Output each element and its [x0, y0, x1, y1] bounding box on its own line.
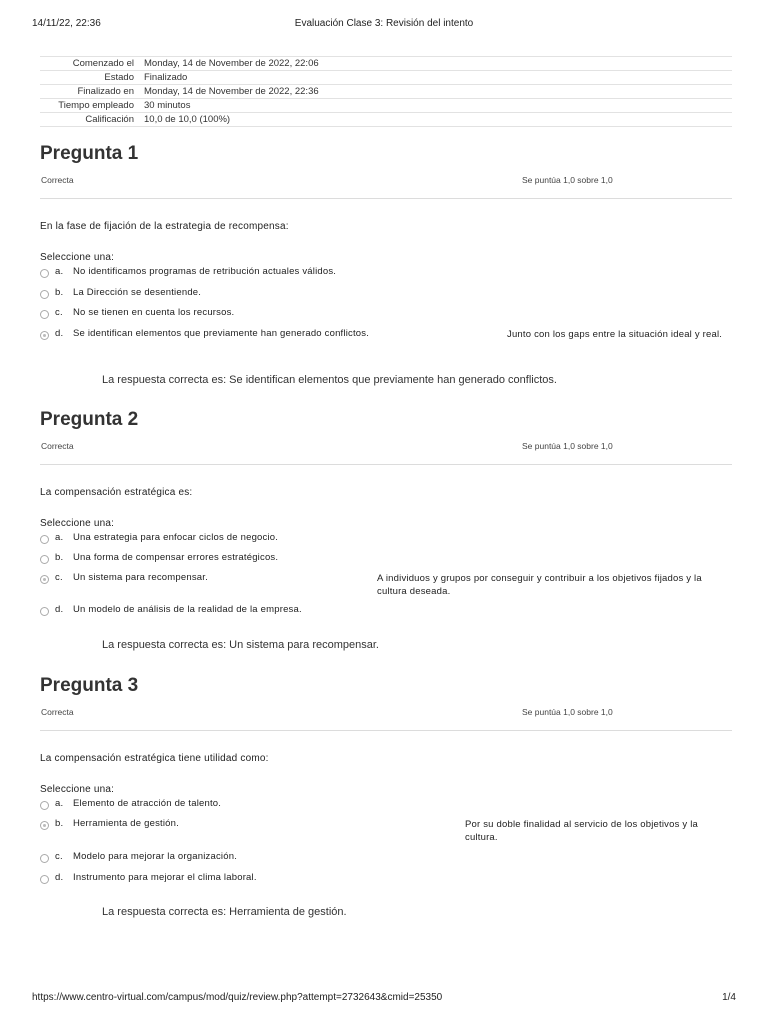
print-header	[32, 18, 728, 32]
answer-list	[40, 266, 732, 356]
summary-label: Tiempo empleado	[40, 99, 140, 113]
radio-button[interactable]	[40, 555, 49, 564]
answer-letter: a.	[55, 532, 64, 543]
question-text: La compensación estratégica tiene utilidad como:	[40, 753, 269, 764]
print-footer	[32, 992, 736, 1006]
answer-letter: a.	[55, 266, 64, 277]
attempt-summary-table	[40, 56, 732, 127]
answer-option-d[interactable]	[40, 328, 732, 356]
answer-text: Una forma de compensar errores estratégicos.	[73, 552, 279, 563]
question-state: Correcta	[41, 441, 74, 451]
answer-letter: c.	[55, 307, 63, 318]
print-datetime: 14/11/22, 22:36	[32, 18, 101, 29]
question-divider	[40, 198, 732, 199]
answer-prompt: Seleccione una:	[40, 252, 115, 263]
question-info	[40, 441, 732, 457]
summary-label: Estado	[40, 71, 140, 85]
answer-letter: b.	[55, 286, 64, 298]
summary-row	[40, 57, 732, 71]
radio-button[interactable]	[40, 290, 49, 299]
summary-value: 30 minutos	[140, 99, 732, 113]
right-answer: La respuesta correcta es: Herramienta de gestión.	[102, 906, 347, 918]
page-title: Evaluación Clase 3: Revisión del intento	[294, 18, 474, 29]
answer-letter: d.	[55, 872, 64, 883]
answer-letter: b.	[55, 552, 64, 563]
answer-text: Un modelo de análisis de la realidad de la empresa.	[73, 604, 302, 615]
answer-letter: c.	[55, 851, 63, 862]
answer-option-c[interactable]	[40, 851, 732, 872]
answer-option-a[interactable]	[40, 532, 732, 552]
radio-button[interactable]	[40, 310, 49, 319]
question-3	[40, 674, 732, 892]
radio-button[interactable]	[40, 854, 49, 863]
summary-value: Monday, 14 de November de 2022, 22:36	[140, 85, 732, 99]
question-grade: Se puntúa 1,0 sobre 1,0	[522, 707, 613, 717]
question-info	[40, 175, 732, 191]
answer-option-b[interactable]	[40, 818, 732, 851]
answer-text: Se identifican elementos que previamente han generado conflictos.	[73, 327, 370, 339]
radio-button[interactable]	[40, 535, 49, 544]
answer-feedback: Junto con los gaps entre la situación ideal y real.	[507, 328, 723, 340]
radio-button-selected[interactable]	[40, 331, 49, 340]
summary-row	[40, 85, 732, 99]
summary-value: Finalizado	[140, 71, 732, 85]
question-2	[40, 408, 732, 624]
summary-row	[40, 71, 732, 85]
answer-option-a[interactable]	[40, 798, 732, 818]
radio-button[interactable]	[40, 607, 49, 616]
question-text: La compensación estratégica es:	[40, 487, 193, 498]
page-url: https://www.centro-virtual.com/campus/mod/quiz/review.php?attempt=2732643&cmid=25350	[32, 992, 443, 1003]
answer-option-d[interactable]	[40, 604, 732, 624]
radio-button[interactable]	[40, 801, 49, 810]
summary-row	[40, 99, 732, 113]
question-state: Correcta	[41, 707, 74, 717]
radio-button[interactable]	[40, 269, 49, 278]
right-answer: La respuesta correcta es: Se identifican elementos que previamente han generado conflictos.	[102, 374, 557, 386]
question-1	[40, 142, 732, 356]
summary-value: Monday, 14 de November de 2022, 22:06	[140, 57, 732, 71]
answer-text: Herramienta de gestión.	[73, 818, 179, 829]
answer-letter: d.	[55, 604, 64, 615]
answer-text: No se tienen en cuenta los recursos.	[73, 307, 235, 318]
answer-option-c[interactable]	[40, 307, 732, 328]
radio-button-selected[interactable]	[40, 821, 49, 830]
question-divider	[40, 464, 732, 465]
answer-letter: c.	[55, 572, 63, 583]
answer-text: Una estrategia para enfocar ciclos de negocio.	[73, 532, 279, 543]
question-title: Pregunta 3	[40, 675, 139, 696]
question-grade: Se puntúa 1,0 sobre 1,0	[522, 441, 613, 451]
question-info	[40, 707, 732, 723]
answer-option-a[interactable]	[40, 266, 732, 287]
summary-label: Comenzado el	[40, 57, 140, 71]
question-text: En la fase de fijación de la estrategia de recompensa:	[40, 221, 289, 232]
answer-feedback: Por su doble finalidad al servicio de los objetivos y la cultura.	[465, 819, 698, 843]
summary-label: Calificación	[40, 113, 140, 127]
answer-text: Instrumento para mejorar el clima laboral.	[73, 872, 257, 883]
question-state: Correcta	[41, 175, 74, 185]
answer-letter: b.	[55, 818, 64, 829]
answer-prompt: Seleccione una:	[40, 784, 115, 795]
answer-list	[40, 798, 732, 892]
question-grade: Se puntúa 1,0 sobre 1,0	[522, 175, 613, 185]
answer-option-b[interactable]	[40, 552, 732, 572]
answer-option-d[interactable]	[40, 872, 732, 892]
answer-text: Modelo para mejorar la organización.	[73, 851, 238, 862]
answer-text: Un sistema para recompensar.	[73, 572, 208, 583]
answer-prompt: Seleccione una:	[40, 518, 115, 529]
answer-letter: d.	[55, 327, 64, 339]
answer-text: La Dirección se desentiende.	[73, 286, 202, 298]
answer-text: Elemento de atracción de talento.	[73, 798, 222, 809]
radio-button-selected[interactable]	[40, 575, 49, 584]
summary-value: 10,0 de 10,0 (100%)	[140, 113, 732, 127]
answer-feedback: A individuos y grupos por conseguir y contribuir a los objetivos fijados y la cultura deseada.	[377, 573, 702, 597]
answer-list	[40, 532, 732, 624]
question-title: Pregunta 2	[40, 409, 139, 430]
question-divider	[40, 730, 732, 731]
answer-letter: a.	[55, 798, 64, 809]
radio-button[interactable]	[40, 875, 49, 884]
answer-option-b[interactable]	[40, 287, 732, 308]
answer-text: No identificamos programas de retribución actuales válidos.	[73, 266, 337, 277]
right-answer: La respuesta correcta es: Un sistema para recompensar.	[102, 639, 379, 651]
summary-label: Finalizado en	[40, 85, 140, 99]
question-title: Pregunta 1	[40, 143, 139, 164]
summary-row	[40, 113, 732, 127]
answer-option-c[interactable]	[40, 572, 732, 604]
page-number: 1/4	[722, 992, 736, 1003]
